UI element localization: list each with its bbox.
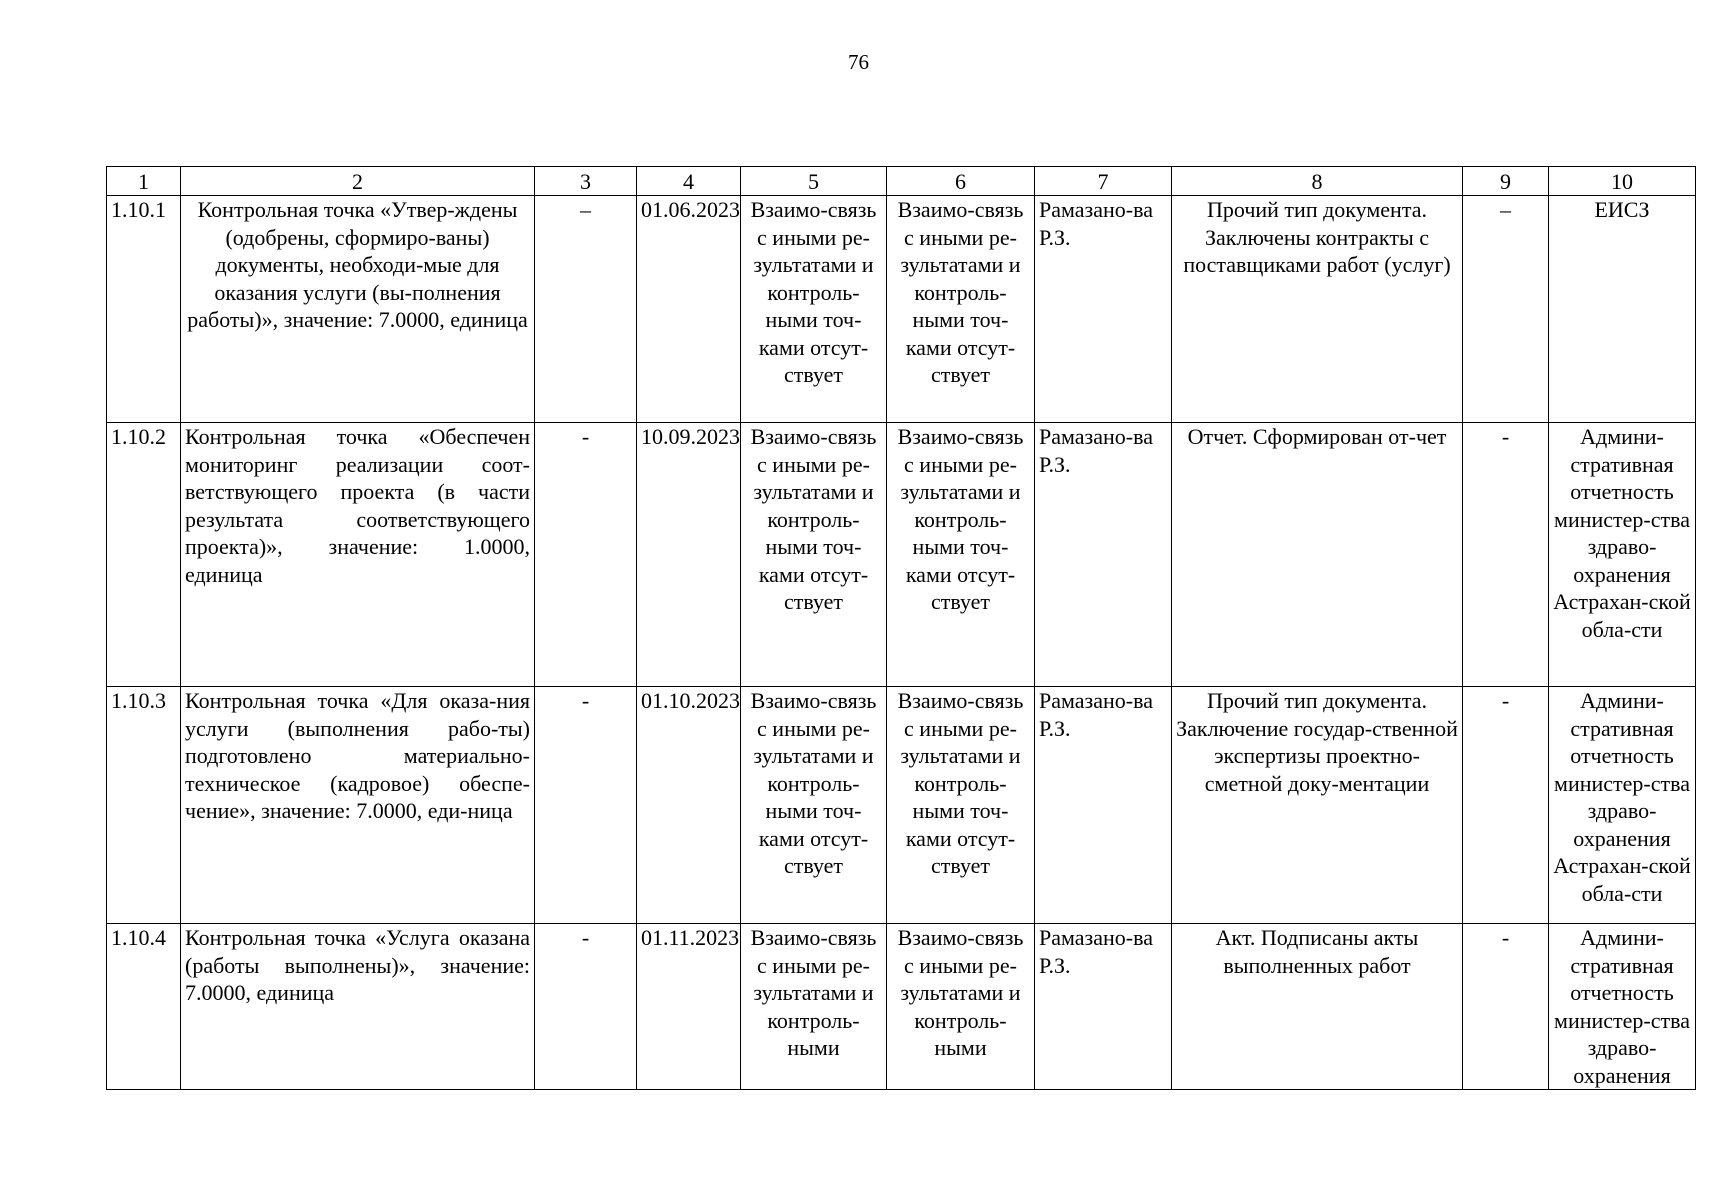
relation-cell: Взаимо-связь с иными ре-зультатами и контроль-ными точ-ками отсут-ствует	[887, 423, 1035, 687]
header-cell: 2	[181, 167, 535, 196]
row-number: 1.10.3	[107, 687, 181, 924]
relation-cell: Взаимо-связь с иными ре-зультатами и контроль-ными	[887, 924, 1035, 1090]
relation-cell: Взаимо-связь с иными ре-зультатами и контроль-ными точ-ками отсут-ствует	[741, 423, 887, 687]
col3-value: -	[535, 687, 637, 924]
data-table	[106, 166, 1696, 1090]
date-cell: 01.11.2023	[637, 924, 741, 1090]
col9-value: -	[1463, 687, 1549, 924]
document-type: Акт. Подписаны акты выполненных работ	[1172, 924, 1463, 1090]
control-point-name: Контрольная точка «Услуга оказана (работы выполнены)», значение: 7.0000, единица	[181, 924, 535, 1090]
responsible-person: Рамазано-ва Р.З.	[1035, 924, 1172, 1090]
date-cell: 01.10.2023	[637, 687, 741, 924]
header-cell: 8	[1172, 167, 1463, 196]
table-row	[107, 924, 1696, 1090]
document-type: Отчет. Сформирован от-чет	[1172, 423, 1463, 687]
header-cell: 4	[637, 167, 741, 196]
table-row	[107, 423, 1696, 687]
table-row	[107, 687, 1696, 924]
header-row	[107, 167, 1696, 196]
document-type: Прочий тип документа. Заключены контракты с поставщиками работ (услуг)	[1172, 196, 1463, 423]
header-cell: 1	[107, 167, 181, 196]
relation-cell: Взаимо-связь с иными ре-зультатами и контроль-ными точ-ками отсут-ствует	[887, 687, 1035, 924]
row-number: 1.10.1	[107, 196, 181, 423]
page-number: 76	[848, 50, 869, 74]
responsible-person: Рамазано-ва Р.З.	[1035, 196, 1172, 423]
header-cell: 5	[741, 167, 887, 196]
header-cell: 6	[887, 167, 1035, 196]
col3-value: -	[535, 924, 637, 1090]
header-cell: 10	[1549, 167, 1696, 196]
info-system: Админи-стративная отчетность министер-ства здраво-охранения Астрахан-ской обла-сти	[1549, 423, 1696, 687]
control-point-name: Контрольная точка «Утвер-ждены (одобрены, сформиро-ваны) документы, необходи-мые для оказания услуги (вы-полнения работы)», значение: 7.0000, единица	[181, 196, 535, 423]
date-cell: 10.09.2023	[637, 423, 741, 687]
col3-value: –	[535, 196, 637, 423]
control-point-name: Контрольная точка «Обеспечен мониторинг реализации соот-ветствующего проекта (в части результата соответствующего проекта)», значение: 1.0000, единица	[181, 423, 535, 687]
document-type: Прочий тип документа. Заключение государ-ственной экспертизы проектно-сметной доку-ментации	[1172, 687, 1463, 924]
info-system: Админи-стративная отчетность министер-ства здраво-охранения Астрахан-ской обла-сти	[1549, 687, 1696, 924]
header-cell: 7	[1035, 167, 1172, 196]
relation-cell: Взаимо-связь с иными ре-зультатами и контроль-ными точ-ками отсут-ствует	[887, 196, 1035, 423]
col9-value: -	[1463, 924, 1549, 1090]
header-cell: 9	[1463, 167, 1549, 196]
date-cell: 01.06.2023	[637, 196, 741, 423]
relation-cell: Взаимо-связь с иными ре-зультатами и контроль-ными точ-ками отсут-ствует	[741, 687, 887, 924]
relation-cell: Взаимо-связь с иными ре-зультатами и контроль-ными	[741, 924, 887, 1090]
table-row	[107, 196, 1696, 423]
header-cell: 3	[535, 167, 637, 196]
responsible-person: Рамазано-ва Р.З.	[1035, 687, 1172, 924]
control-point-name: Контрольная точка «Для оказа-ния услуги (выполнения рабо-ты) подготовлено материально-техническое (кадровое) обеспе-чение», значение: 7.0000, еди-ница	[181, 687, 535, 924]
col3-value: -	[535, 423, 637, 687]
info-system: ЕИСЗ	[1549, 196, 1696, 423]
responsible-person: Рамазано-ва Р.З.	[1035, 423, 1172, 687]
relation-cell: Взаимо-связь с иными ре-зультатами и контроль-ными точ-ками отсут-ствует	[741, 196, 887, 423]
row-number: 1.10.2	[107, 423, 181, 687]
col9-value: –	[1463, 196, 1549, 423]
row-number: 1.10.4	[107, 924, 181, 1090]
col9-value: -	[1463, 423, 1549, 687]
info-system: Админи-стративная отчетность министер-ства здраво-охранения	[1549, 924, 1696, 1090]
